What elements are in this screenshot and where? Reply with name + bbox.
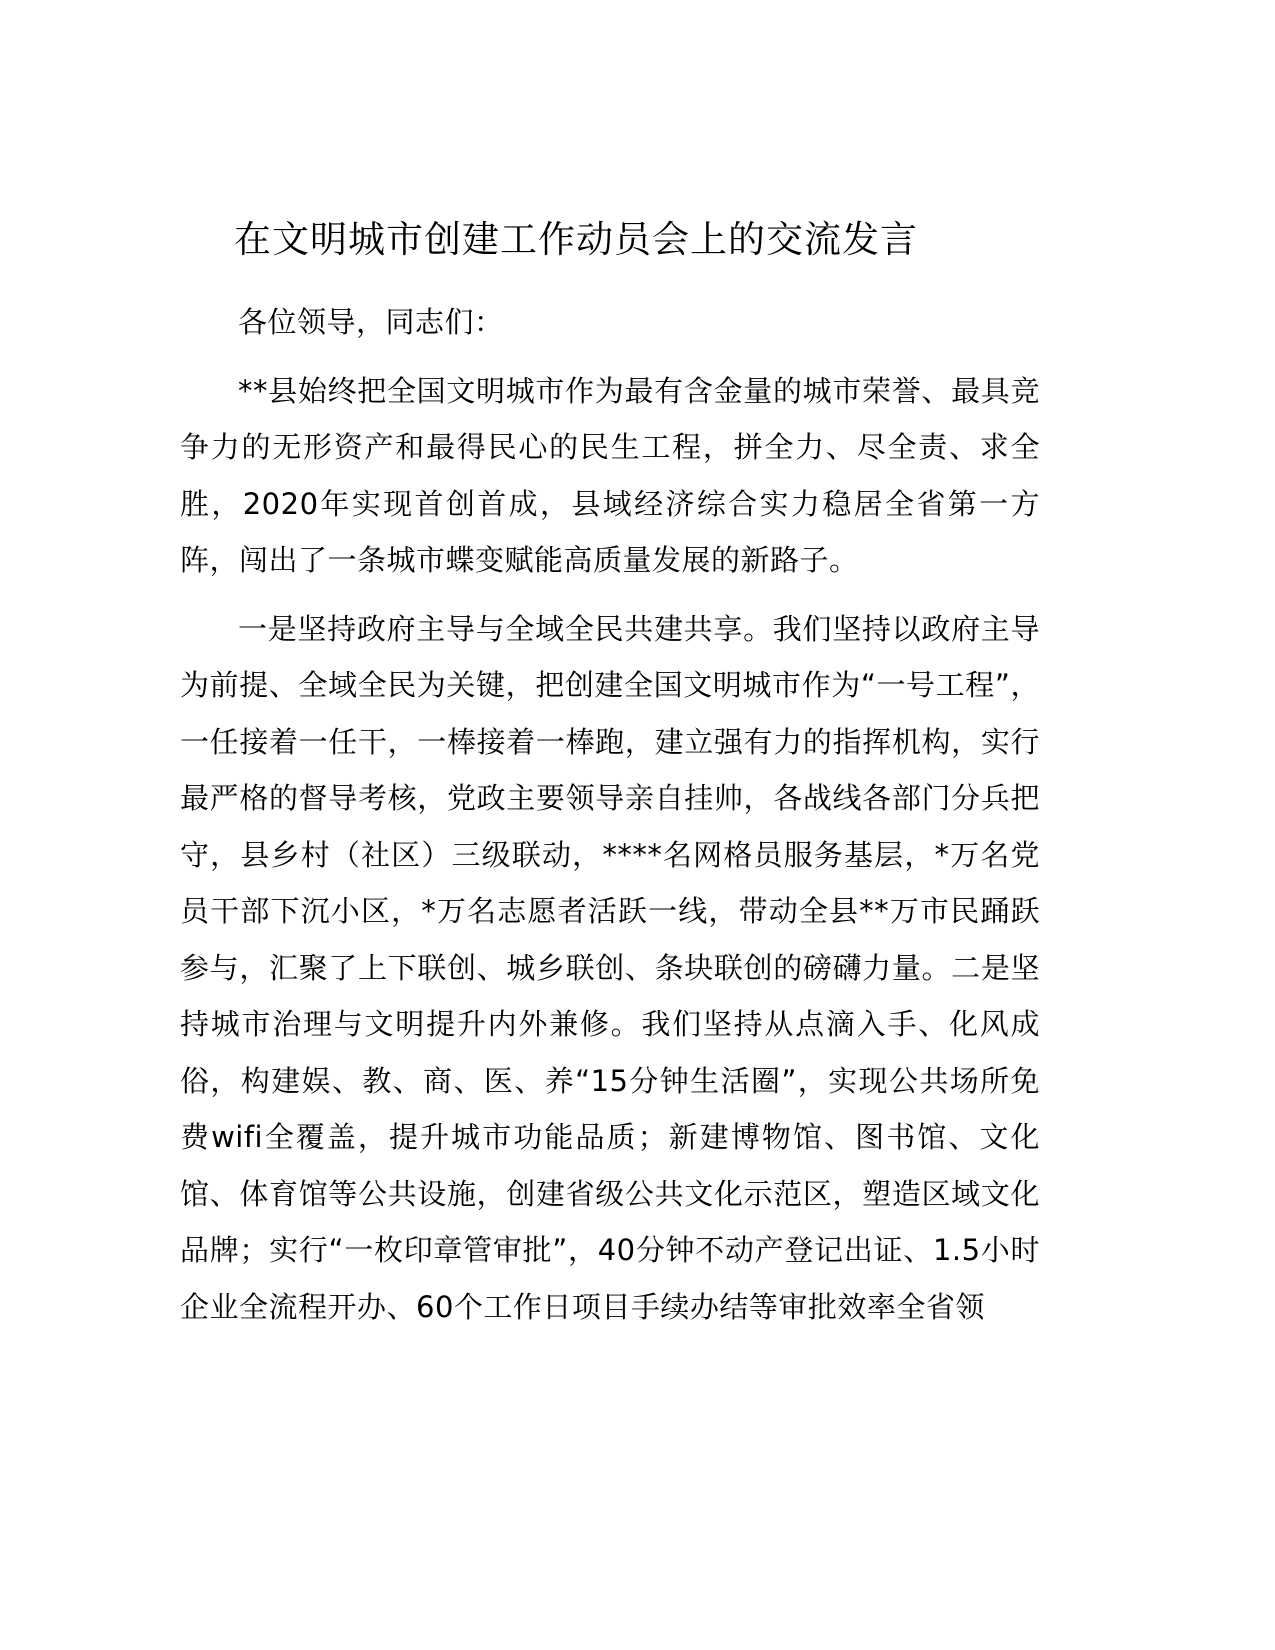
paragraph-measures: 一是坚持政府主导与全域全民共建共享。我们坚持以政府主导为前提、全域全民为关键，把创建全国文明城市作为“一号工程”，一任接着一任干，一棒接着一棒跑，建立强有力的指挥机构，实行最严格的督导考核，党政主要领导亲自挂帅，各战线各部门分兵把守，县乡村（社区）三级联动，****名网格员服务基层，*万名党员干部下沉小区，*万名志愿者活跃一线，带动全县**万市民踊跃参与，汇聚了上下联创、城乡联创、条块联创的磅礴力量。二是坚持城市治理与文明提升内外兼修。我们坚持从点滴入手、化风成俗，构建娱、教、商、医、养“15分钟生活圈”，实现公共场所免费wifi全覆盖，提升城市功能品质；新建博物馆、图书馆、文化馆、体育馆等公共设施，创建省级公共文化示范区，塑造区域文化品牌；实行“一枚印章管审批”，40分钟不动产登记出证、1.5小时企业全流程开办、60个工作日项目手续办结等审批效率全省领 (180, 611, 1040, 1324)
document-page (180, 212, 1040, 1335)
document-title: 在文明城市创建工作动员会上的交流发言 (234, 218, 918, 261)
paragraph-intro: **县始终把全国文明城市作为最有含金量的城市荣誉、最具竞争力的无形资产和最得民心的民生工程，拼全力、尽全责、求全胜，2020年实现首创首成，县域经济综合实力稳居全省第一方阵，闯出了一条城市蝶变赋能高质量发展的新路子。 (180, 373, 1040, 577)
salutation: 各位领导，同志们： (238, 305, 504, 339)
